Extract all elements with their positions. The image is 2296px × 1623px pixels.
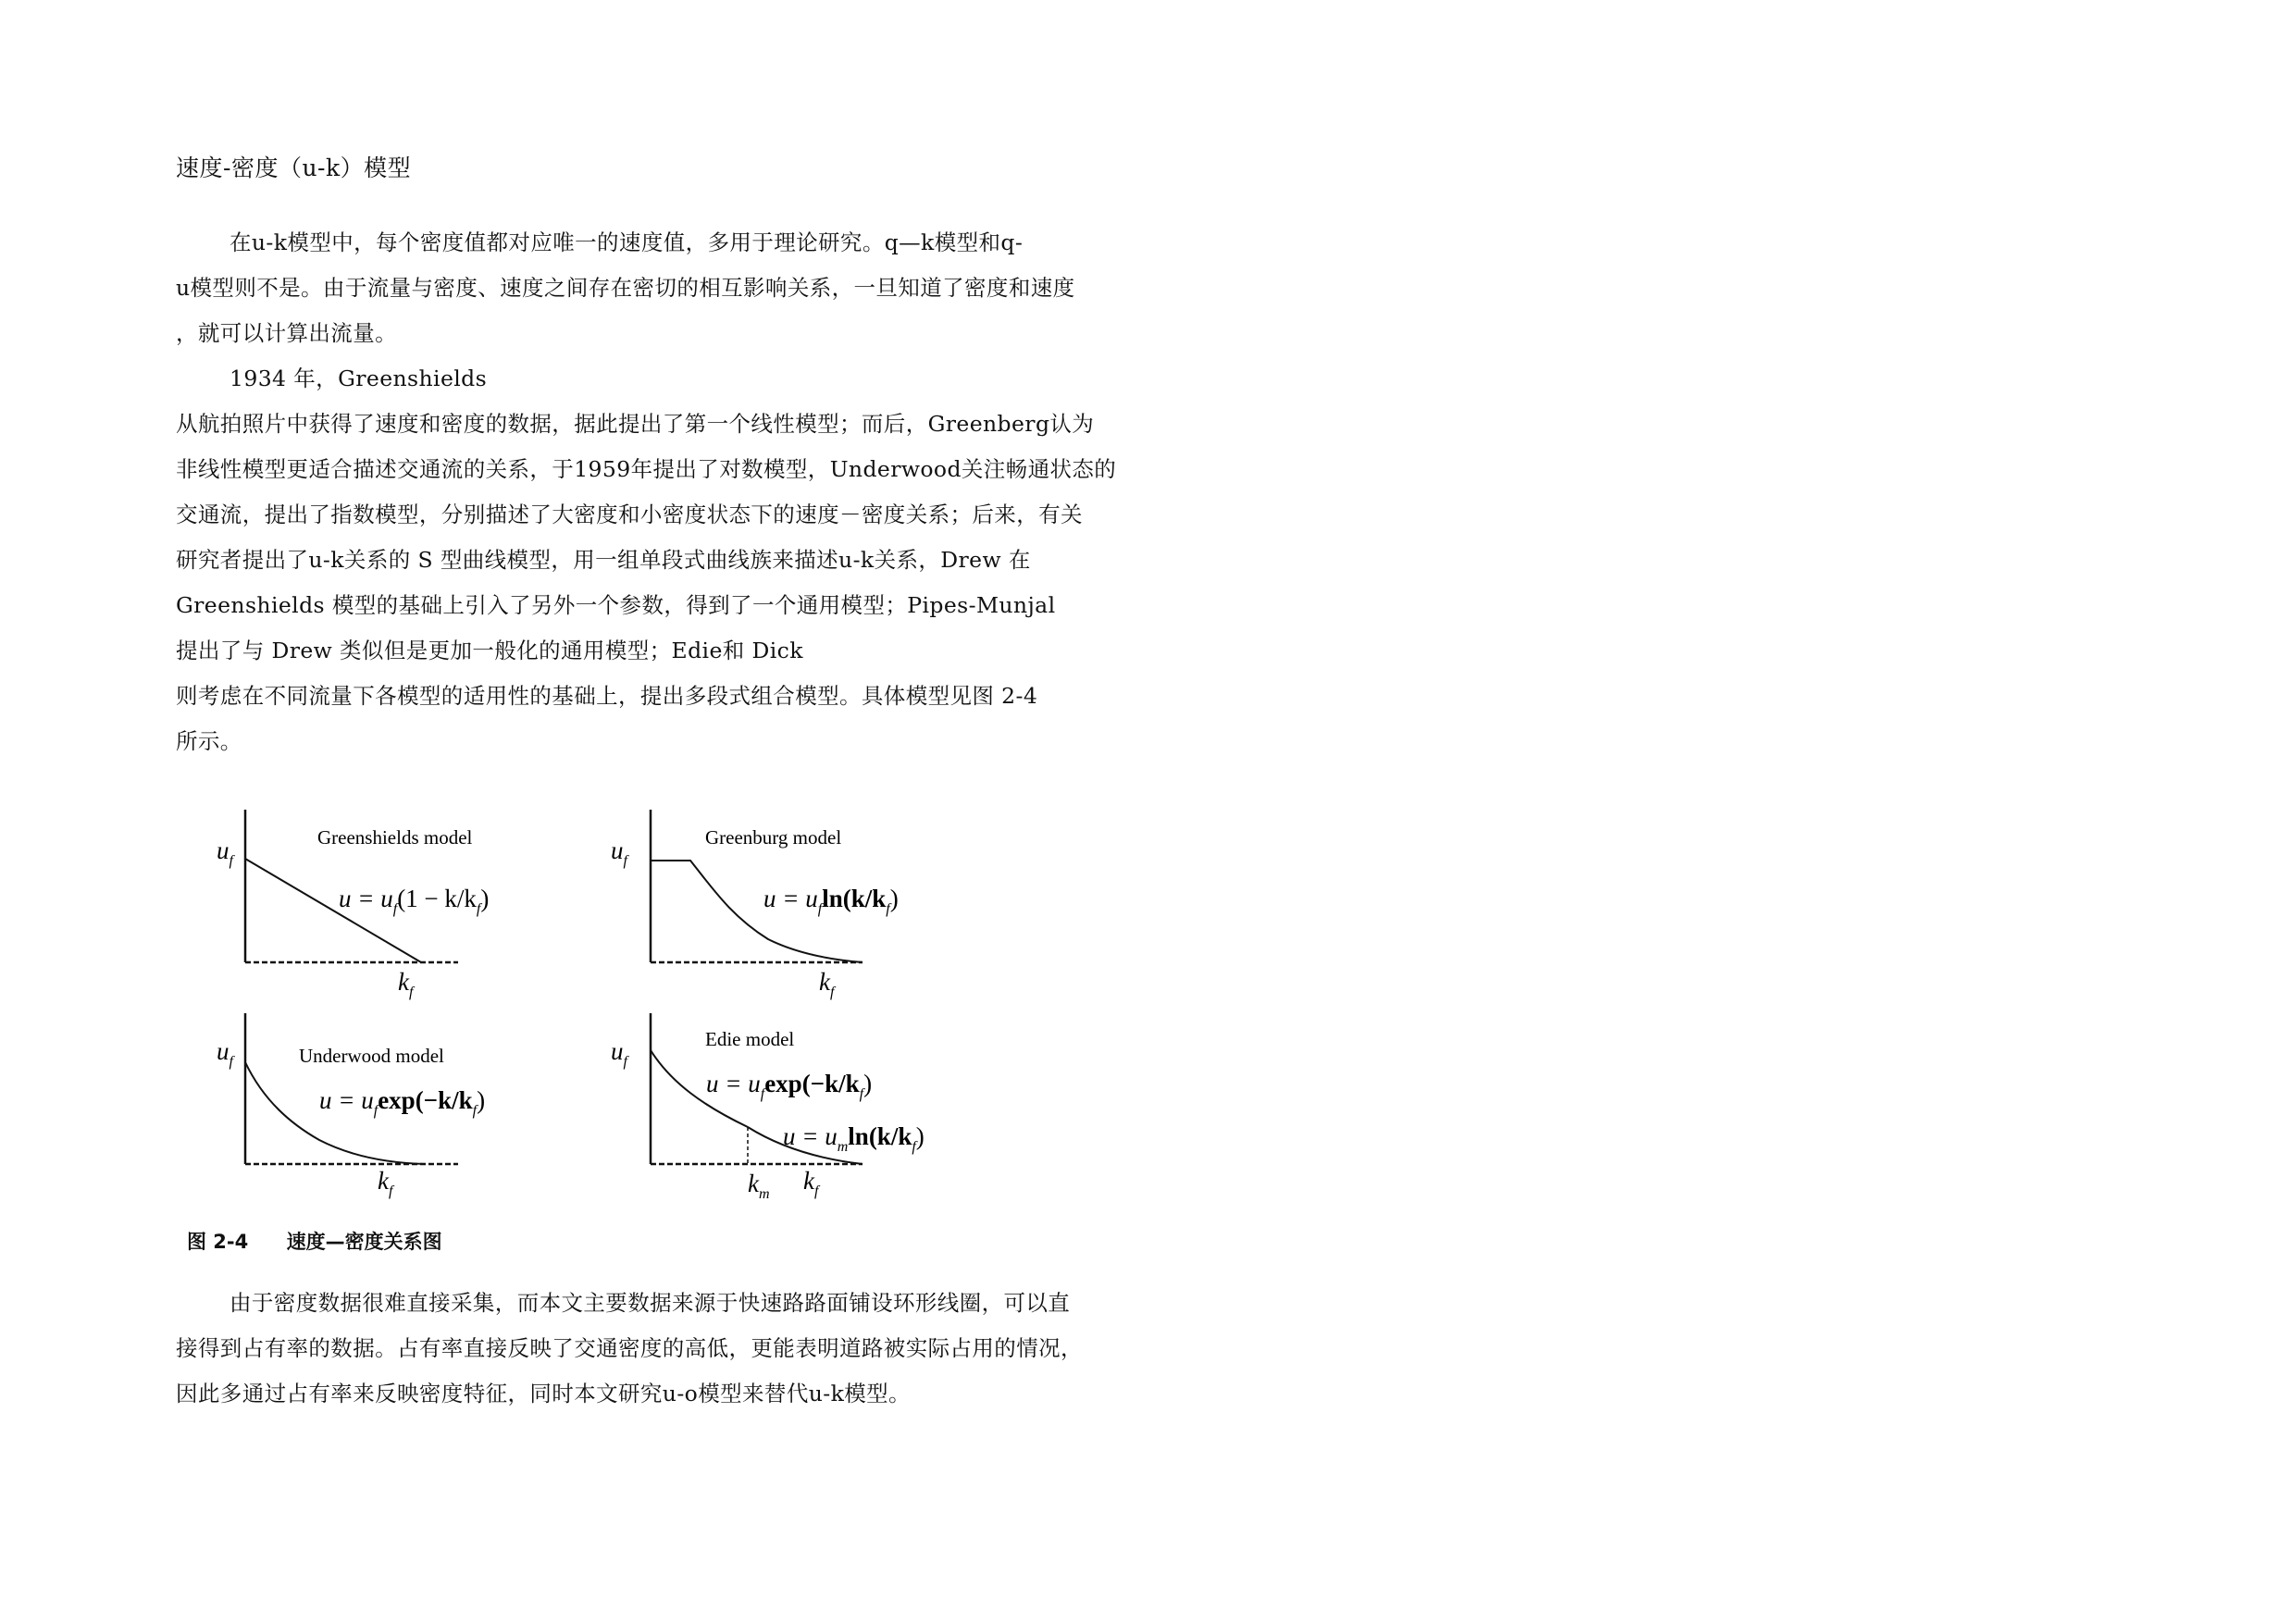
edie-panel <box>611 1013 925 1202</box>
paragraph-line: 在u-k模型中，每个密度值都对应唯一的速度值，多用于理论研究。q—k模型和q- <box>230 229 1024 255</box>
figure-caption-text: 速度—密度关系图 <box>286 1231 442 1253</box>
panel-title: Greenburg model <box>705 826 842 849</box>
paragraph-line: ，就可以计算出流量。 <box>176 320 397 346</box>
paragraph-line: Greenshields 模型的基础上引入了另外一个参数，得到了一个通用模型；Pipes-Munjal <box>176 592 1056 618</box>
paragraph-line: 提出了与 Drew 类似但是更加一般化的通用模型；Edie和 Dick <box>176 638 803 663</box>
greenburg-formula: $u = u_f\ln(k/k_f)$ <box>763 885 899 917</box>
panel-title: Greenshields model <box>317 826 473 849</box>
greenshields-panel <box>217 810 489 1000</box>
kf-label: $k_f$ <box>819 968 835 1000</box>
greenshields-formula: $u = u_f(1 - k/k_f)$ <box>339 885 490 917</box>
uf-label: $u_f$ <box>217 1037 233 1070</box>
uf-label: $u_f$ <box>611 836 627 869</box>
greenburg-panel <box>611 810 899 1000</box>
km-label: $k_m$ <box>748 1170 770 1202</box>
paragraph-line: 研究者提出了u-k关系的 S 型曲线模型，用一组单段式曲线族来描述u-k关系，Drew 在 <box>176 547 1031 573</box>
underwood-panel <box>217 1013 485 1199</box>
panel-title: Edie model <box>705 1028 795 1050</box>
kf-label: $k_f$ <box>803 1167 819 1199</box>
edie-formula-ln: $u = u_m\ln(k/k_f)$ <box>783 1122 925 1155</box>
kf-label: $k_f$ <box>378 1167 393 1199</box>
edie-formula-exp: $u = u_f\exp(-k/k_f)$ <box>706 1070 873 1102</box>
underwood-formula: $u = u_f\exp(-k/k_f)$ <box>319 1086 486 1119</box>
panel-title: Underwood model <box>299 1045 444 1067</box>
paragraph-line: u模型则不是。由于流量与密度、速度之间存在密切的相互影响关系，一旦知道了密度和速度 <box>176 275 1075 301</box>
paragraph-line: 由于密度数据很难直接采集，而本文主要数据来源于快速路路面铺设环形线圈，可以直 <box>230 1290 1071 1316</box>
paragraph-line: 接得到占有率的数据。占有率直接反映了交通密度的高低，更能表明道路被实际占用的情况， <box>176 1335 1083 1361</box>
figure-number: 图 2-4 <box>187 1231 249 1253</box>
paragraph-line: 1934 年，Greenshields <box>230 365 488 391</box>
section-heading: 速度-密度（u-k）模型 <box>176 155 412 181</box>
uf-label: $u_f$ <box>217 836 233 869</box>
paragraph-line: 从航拍照片中获得了速度和密度的数据，据此提出了第一个线性模型；而后，Greenberg认为 <box>176 411 1095 437</box>
paragraph-line: 则考虑在不同流量下各模型的适用性的基础上，提出多段式组合模型。具体模型见图 2-4 <box>176 683 1038 709</box>
kf-label: $k_f$ <box>398 968 414 1000</box>
paragraph-line: 非线性模型更适合描述交通流的关系，于1959年提出了对数模型，Underwood关注畅通状态的 <box>176 456 1117 482</box>
paragraph-line: 交通流，提出了指数模型，分别描述了大密度和小密度状态下的速度－密度关系；后来，有关 <box>176 502 1083 527</box>
uf-label: $u_f$ <box>611 1037 627 1070</box>
paragraph-line: 所示。 <box>176 728 242 754</box>
figure-caption <box>187 1227 442 1255</box>
paragraph-line: 因此多通过占有率来反映密度特征，同时本文研究u-o模型来替代u-k模型。 <box>176 1381 911 1406</box>
